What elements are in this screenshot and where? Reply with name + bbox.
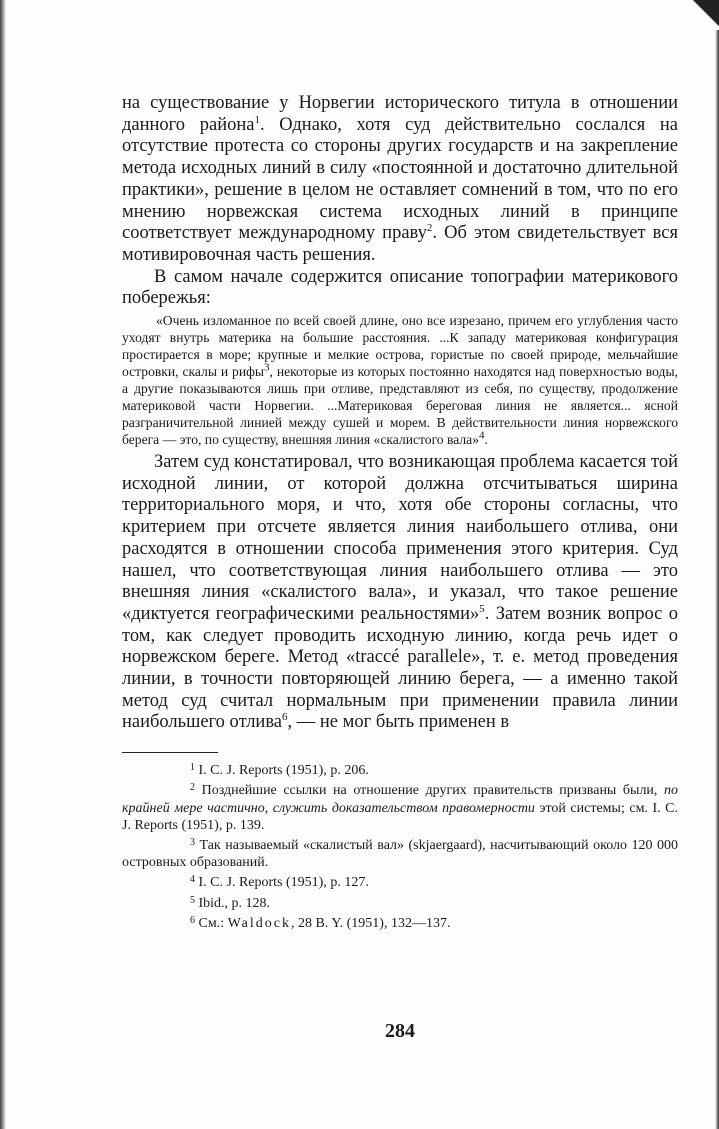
- quote-end: .: [484, 432, 488, 448]
- paragraph-2: В самом начале содержится описание топографии материкового побережья:: [122, 266, 678, 309]
- footnote-5-text: Ibid., p. 128.: [198, 895, 271, 911]
- paragraph-3-text-a: Затем суд констатировал, что возникающая проблема касается той исходной линии, от которой должна отсчитываться ширина территориального моря, и что, хотя обе стороны согласны, что критерием при отсчете является линия наибольшего отлива, они расходятся в отношении способа применения этого критерия. Суд нашел, что соответствующая линия наибольшего отлива — это внешняя линия «скалистого вала», и указал, что такое решение «диктуется географическими реальностями»: [122, 452, 678, 624]
- footnote-1: [122, 759, 678, 779]
- footnote-5: [122, 892, 678, 912]
- footnotes: [122, 759, 678, 932]
- footnote-4-number: 4: [190, 874, 195, 886]
- footnote-5-number: 5: [190, 894, 195, 906]
- footnote-ref-6: 6: [282, 711, 288, 724]
- page-edge-shadow: [715, 30, 719, 1129]
- footnote-ref-2: 2: [426, 222, 433, 235]
- paragraph-1: [122, 93, 678, 267]
- block-quote: [122, 312, 678, 448]
- paragraph-3: [122, 452, 678, 734]
- footnote-1-text: I. C. J. Reports (1951), p. 206.: [198, 763, 369, 779]
- footnote-1-number: 1: [190, 762, 195, 774]
- quote-text-b: , некоторые из которых постоянно находятся над поверхностью воды, а другие показываются лишь при отливе, представляют из себя, по существу, продолжение материковой части Норвегии. ...Материковая береговая линия не является... ясной разграничительной линией между сушей и морем. В действительности линия норвежского берега — это, по существу, внешняя линия «скалистого вала»: [122, 364, 678, 448]
- footnote-6-text-a: См.:: [198, 915, 228, 931]
- body-text-continued: [122, 452, 678, 734]
- page-number: 284: [385, 1020, 415, 1042]
- quote-text-a: «Очень изломанное по всей своей длине, оно все изрезано, причем его углубления часто уходят внутрь материка на большие расстояния. ...К западу материковая конфигурация простирается в море; крупные и мелкие острова, гористые по своей природе, мельчайшие островки, скалы и рифы: [122, 313, 678, 380]
- footnote-3-number: 3: [190, 836, 195, 848]
- page-corner-shadow: [679, 0, 719, 30]
- footnote-4-text: I. C. J. Reports (1951), p. 127.: [198, 875, 369, 891]
- footnote-ref-3: 3: [264, 361, 270, 374]
- paragraph-3-text-b: . Затем возник вопрос о том, как следует проводить исходную линию, когда речь идет о норвежском береге. Метод «tracсé parallele», т. е. метод проведения линии, в точности повторяющей линию берега, — а именно такой метод суд считал нормальным при применении правила линии наибольшего отлива: [122, 603, 678, 733]
- footnote-2-text-a: Позднейшие ссылки на отношение других правительств призваны были,: [201, 783, 664, 799]
- footnote-6: [122, 912, 678, 932]
- footnote-2: [122, 779, 678, 834]
- book-spine-shadow: [0, 0, 6, 1129]
- paragraph-3-text-c: , — не мог быть применен в: [287, 712, 510, 733]
- footnote-ref-5: 5: [479, 602, 485, 615]
- footnote-6-author: Waldock: [227, 915, 292, 931]
- paragraph-1-text-b: . Однако, хотя суд действительно сослался на отсутствие протеста со стороны других государств и на закрепление метода исходных линий в силу «постоянной и достаточно длительной практики», решение в целом не оставляет сомнений в том, что по его мнению норвежская система исходных линий в принципе соответствует международному праву: [122, 114, 678, 244]
- footnote-6-text-b: , 28 B. Y. (1951), 132—137.: [291, 915, 451, 931]
- body-text: [122, 93, 678, 310]
- paragraph-1-text: на существование у Норвегии исторического титула в отношении данного района: [122, 93, 678, 135]
- footnote-ref-1: 1: [254, 113, 260, 126]
- paragraph-1-text-c: . Об этом свидетельствует вся мотивировочная часть решения.: [122, 223, 678, 265]
- footnote-6-number: 6: [190, 914, 195, 926]
- footnote-ref-4: 4: [479, 429, 485, 442]
- footnote-3-text: Так называемый «скалистый вал» (skjaergaard), насчитывающий около 120 000 островных образований.: [122, 837, 679, 871]
- footnote-3: [122, 834, 678, 871]
- footnote-separator: [122, 752, 218, 753]
- footnote-2-italic: по крайней мере частично, служить доказательством правомерности: [122, 783, 678, 816]
- footnote-2-number: 2: [190, 782, 195, 794]
- footnote-4: [122, 871, 678, 891]
- page-content: [122, 93, 678, 932]
- footnote-2-text-b: этой системы; см. I. C. J. Reports (1951), p. 139.: [122, 800, 678, 833]
